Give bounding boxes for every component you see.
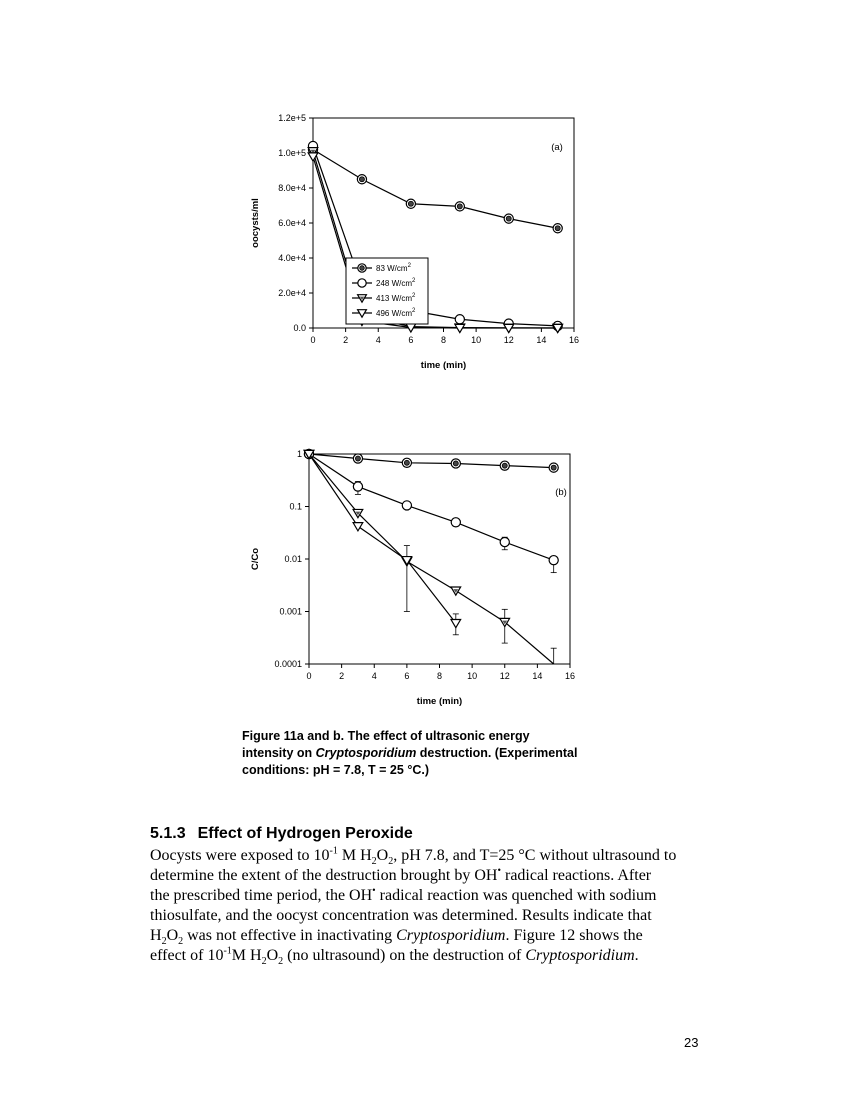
y-tick-label: 0.01 (284, 554, 302, 564)
y-tick-label: 4.0e+4 (278, 253, 306, 263)
y-tick-label: 0.001 (279, 606, 302, 617)
x-tick-label: 14 (536, 335, 547, 345)
page-number: 23 (684, 1035, 699, 1050)
x-tick-label: 6 (404, 671, 410, 681)
y-axis (250, 449, 309, 669)
y-tick-label: 1.2e+5 (278, 113, 306, 123)
x-tick-label: 6 (408, 335, 414, 345)
series (304, 450, 557, 664)
section-number: 5.1.3 (150, 825, 186, 842)
series (304, 449, 558, 472)
legend-label: 248 $W/cm^2$ (376, 278, 416, 288)
y-axis-label: oocysts/ml (250, 198, 261, 248)
y-tick-label: 1.0e+5 (278, 148, 306, 158)
x-tick-label: 0 (306, 671, 312, 681)
data-point (402, 458, 411, 467)
series (304, 450, 460, 634)
x-tick-label: 8 (436, 671, 443, 681)
data-point (549, 556, 558, 565)
y-tick-label: 6.0e+4 (278, 218, 306, 228)
panel-label: (a) (551, 142, 563, 153)
x-tick-label: 14 (532, 671, 543, 681)
section-heading (150, 825, 413, 843)
x-tick-label: 10 (471, 335, 482, 345)
x-tick-label: 10 (467, 671, 478, 681)
data-point (500, 461, 509, 470)
legend-label: 496 $W/cm^2$ (376, 308, 416, 318)
caption-line-1: Figure 11a and b. The effect of ultrasonic energy (242, 729, 530, 743)
plot-area (309, 454, 570, 664)
data-point (353, 482, 362, 491)
y-axis-label: C/Co (250, 547, 261, 571)
x-axis-label: time (min) (420, 360, 467, 371)
y-tick-label: 2.0e+4 (278, 288, 306, 298)
x-tick-label: 2 (339, 671, 345, 681)
y-tick-label: 0.1 (289, 501, 302, 512)
body-paragraph (150, 846, 710, 966)
data-point (353, 523, 363, 531)
caption-line-3: conditions: pH = 7.8, T = 25 °C.) (242, 763, 429, 777)
x-tick-label: 12 (503, 335, 514, 345)
paragraph-line: effect of $10^{-1}M$ $H_2O_2$ (no ultrasound) on the destruction of Cryptosporidium. (150, 945, 639, 968)
data-point (451, 620, 461, 628)
data-point (500, 537, 509, 546)
data-point (451, 459, 460, 468)
y-tick-label: 0.0 (293, 323, 306, 333)
x-axis (306, 664, 575, 707)
y-tick-label: 8.0e+4 (278, 183, 306, 193)
x-tick-label: 8 (440, 335, 447, 345)
x-axis-label: time (min) (416, 696, 463, 707)
series-line (309, 454, 554, 664)
data-point (451, 518, 460, 527)
data-point (353, 454, 362, 463)
paragraph-line: $H_2O_2$ was not effective in inactivating Cryptosporidium. Figure 12 shows the (150, 927, 643, 948)
x-tick-label: 4 (375, 335, 381, 345)
data-point (402, 501, 411, 510)
y-tick-label: 0.0001 (274, 659, 302, 669)
section-title: Effect of Hydrogen Peroxide (197, 825, 413, 842)
data-point (549, 463, 558, 472)
series-line (309, 454, 554, 468)
paragraph-line: thiosulfate, and the oocyst concentration was determined. Results indicate that (150, 907, 652, 924)
y-tick-label: 1 (296, 449, 302, 459)
x-tick-label: 12 (499, 671, 510, 681)
series (304, 449, 558, 572)
x-tick-label: 4 (371, 671, 377, 681)
x-tick-label: 16 (568, 335, 580, 345)
x-tick-label: 16 (564, 671, 576, 681)
panel-label: (b) (555, 487, 567, 498)
paragraph-line: determine the extent of the destruction brought by OH• radical reactions. After (150, 865, 652, 884)
paragraph-line: the prescribed time period, the OH• radical reaction was quenched with sodium (150, 885, 657, 904)
series-line (309, 454, 554, 560)
data-point (451, 587, 461, 595)
paragraph-line: Oocysts were exposed to $10^{-1}$ M $H_2O_2$, pH 7.8, and T=25 °C without ultrasound to (150, 845, 677, 868)
error-bar (404, 546, 410, 612)
x-tick-label: 2 (343, 335, 349, 345)
figure-caption (242, 728, 642, 779)
legend-label: 413 $W/cm^2$ (376, 293, 416, 303)
legend-label: 83 $W/cm^2$ (376, 263, 411, 273)
caption-line-2: intensity on Cryptosporidium destruction. (Experimental (242, 746, 578, 760)
series-line (309, 454, 456, 623)
x-tick-label: 0 (310, 335, 316, 345)
